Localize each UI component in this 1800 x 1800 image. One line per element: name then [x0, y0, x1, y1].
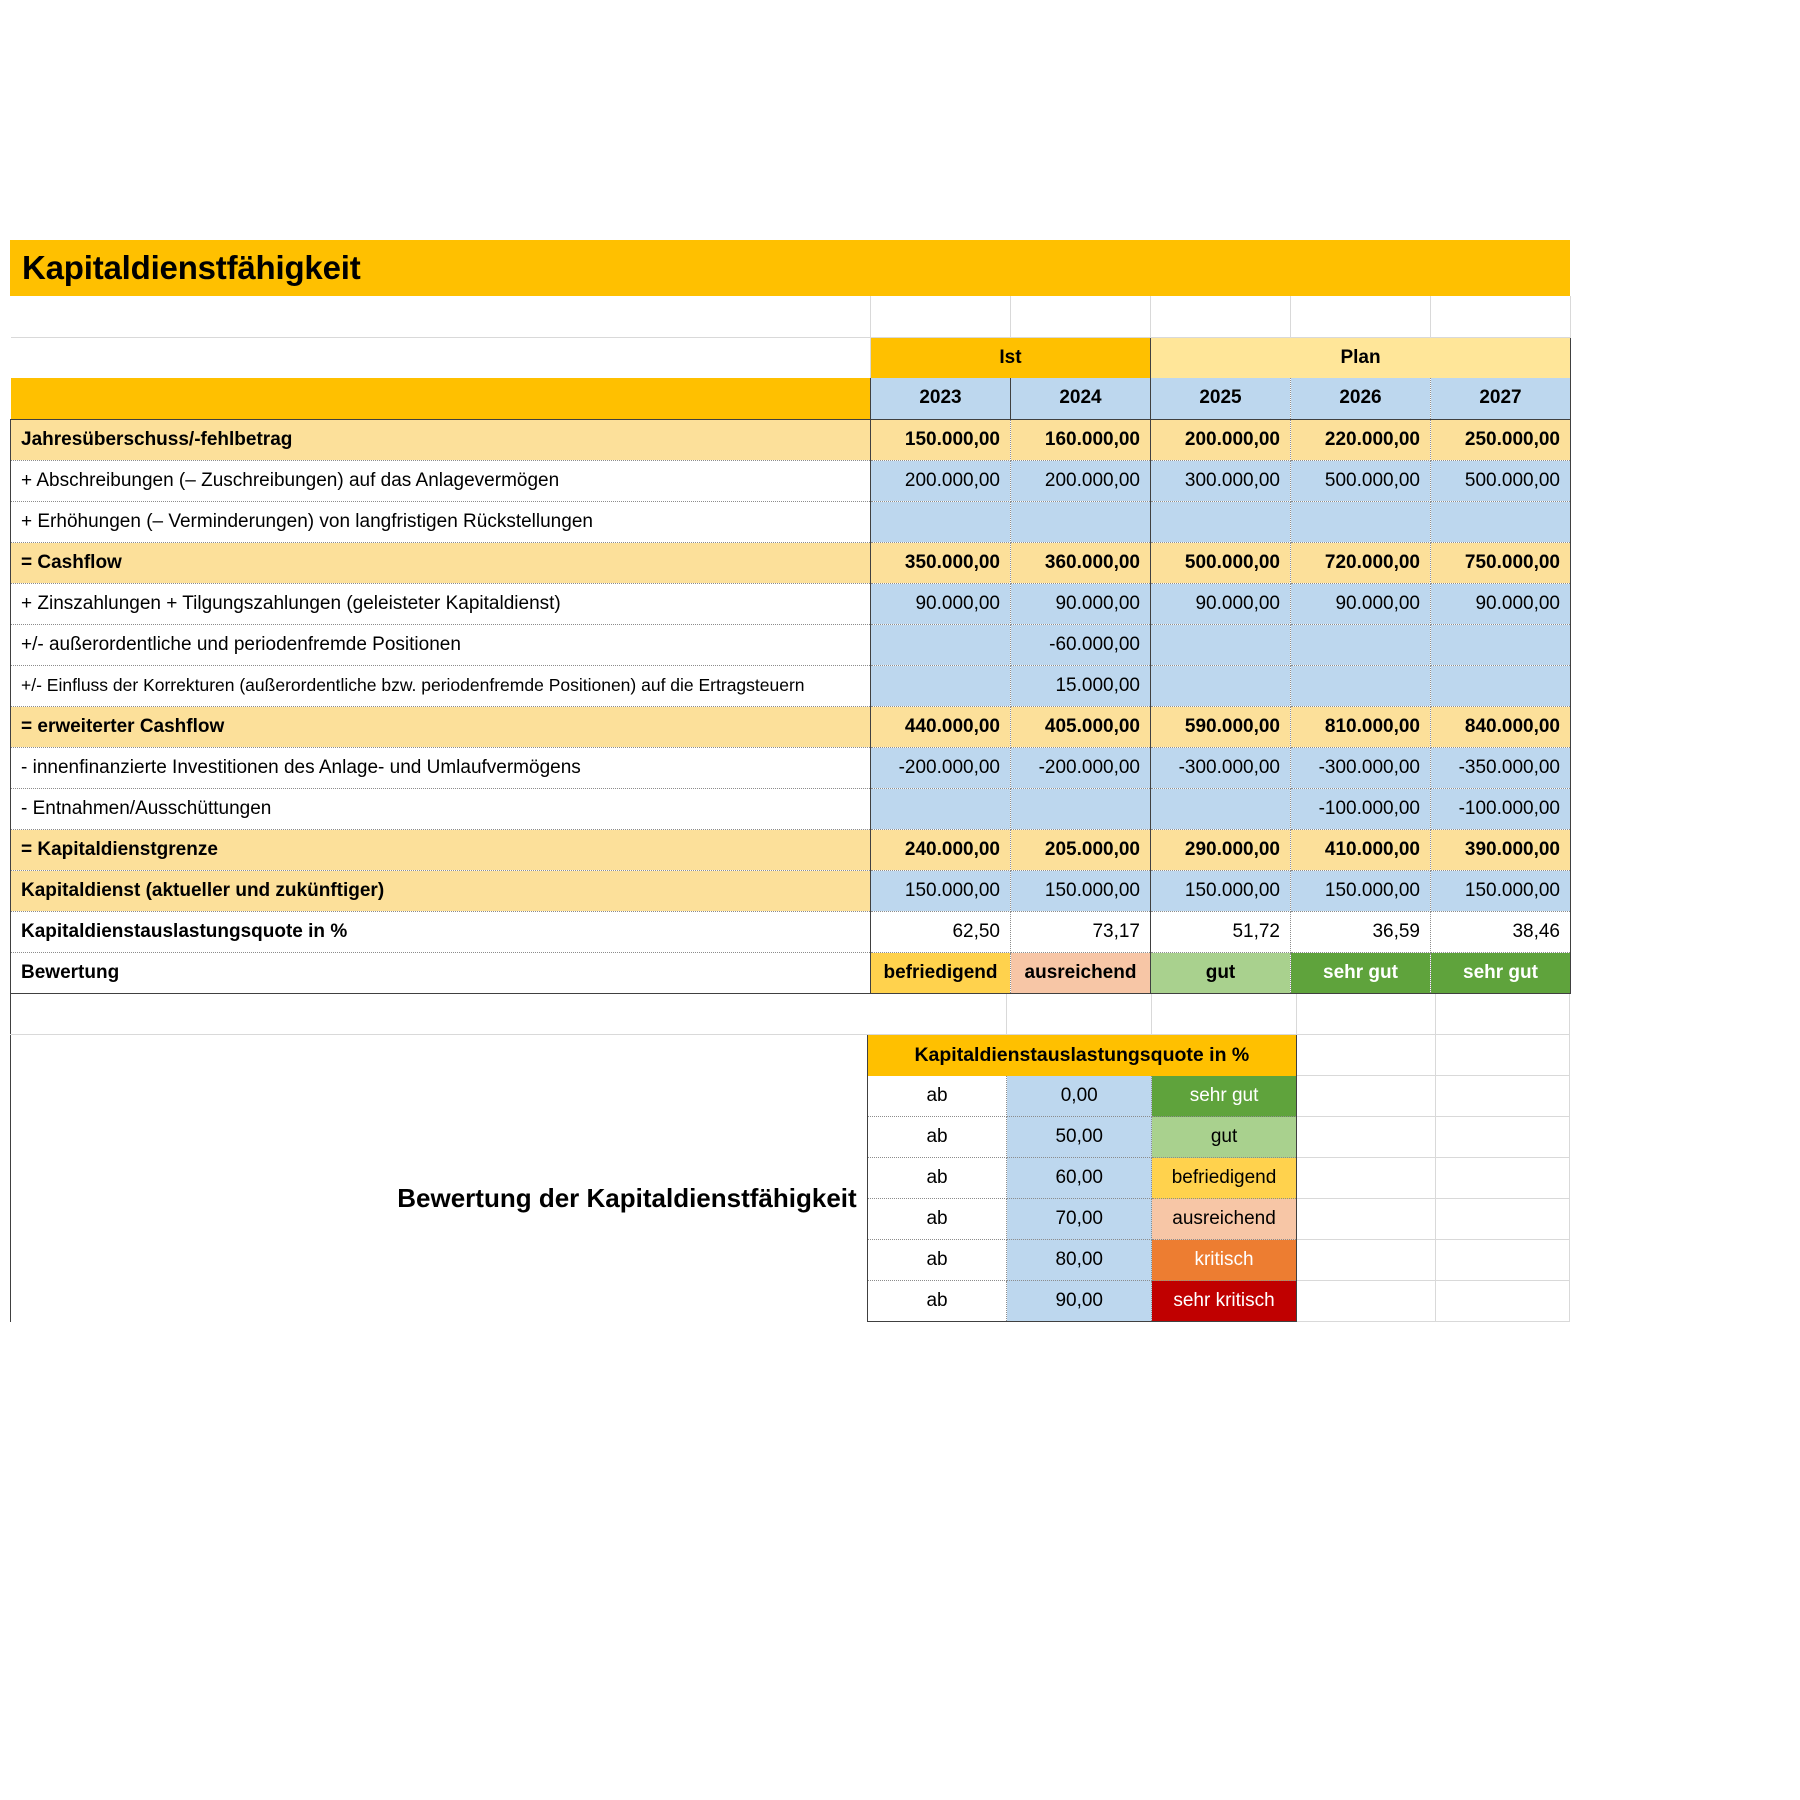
data-cell: 90.000,00	[1151, 583, 1291, 624]
data-cell	[871, 665, 1011, 706]
header-year-row	[11, 378, 1571, 419]
table-row	[11, 870, 1571, 911]
row-label: + Erhöhungen (– Verminderungen) von langfristigen Rückstellungen	[11, 501, 871, 542]
data-cell: 840.000,00	[1431, 706, 1571, 747]
data-cell: 38,46	[1431, 911, 1571, 952]
table-row	[11, 706, 1571, 747]
data-cell: 150.000,00	[871, 870, 1011, 911]
header-year: 2023	[871, 378, 1011, 419]
legend-rating: sehr kritisch	[1152, 1281, 1297, 1322]
blank-cell	[1435, 1240, 1569, 1281]
data-cell: 90.000,00	[871, 583, 1011, 624]
legend-ab: ab	[867, 1281, 1007, 1322]
data-cell	[871, 788, 1011, 829]
data-cell	[1151, 624, 1291, 665]
data-cell: 290.000,00	[1151, 829, 1291, 870]
data-cell: 360.000,00	[1011, 542, 1151, 583]
legend-row	[11, 1076, 1570, 1117]
data-cell	[1011, 788, 1151, 829]
blank-cell	[11, 1035, 868, 1076]
data-cell: -100.000,00	[1291, 788, 1431, 829]
table-row	[11, 911, 1571, 952]
data-cell	[1431, 501, 1571, 542]
blank-cell	[871, 296, 1011, 337]
header-year: 2024	[1011, 378, 1151, 419]
table-row	[11, 419, 1571, 460]
kapitaldienst-table	[10, 296, 1571, 994]
data-cell: 390.000,00	[1431, 829, 1571, 870]
data-cell: -200.000,00	[1011, 747, 1151, 788]
blank-cell	[11, 378, 871, 419]
header-group-row	[11, 337, 1571, 378]
header-year: 2027	[1431, 378, 1571, 419]
header-year: 2025	[1151, 378, 1291, 419]
data-cell: 250.000,00	[1431, 419, 1571, 460]
bewertung-cell: befriedigend	[871, 952, 1011, 993]
blank-cell	[1007, 994, 1152, 1035]
row-label: Kapitaldienstauslastungsquote in %	[11, 911, 871, 952]
data-cell	[1431, 624, 1571, 665]
blank-cell	[1435, 1076, 1569, 1117]
data-cell: 15.000,00	[1011, 665, 1151, 706]
blank-cell	[1435, 1117, 1569, 1158]
data-cell: 410.000,00	[1291, 829, 1431, 870]
header-year: 2026	[1291, 378, 1431, 419]
data-cell: -100.000,00	[1431, 788, 1571, 829]
legend-threshold: 0,00	[1007, 1076, 1152, 1117]
data-cell: -350.000,00	[1431, 747, 1571, 788]
table-row	[11, 501, 1571, 542]
data-cell	[1151, 501, 1291, 542]
blank-cell	[11, 994, 868, 1035]
legend-threshold: 70,00	[1007, 1199, 1152, 1240]
data-cell: 205.000,00	[1011, 829, 1151, 870]
blank-cell	[1011, 296, 1151, 337]
data-cell	[1291, 665, 1431, 706]
blank-cell	[1435, 1281, 1569, 1322]
spreadsheet-sheet	[10, 240, 1570, 1322]
legend-ab: ab	[867, 1158, 1007, 1199]
header-ist: Ist	[871, 337, 1151, 378]
legend-ab: ab	[867, 1240, 1007, 1281]
legend-threshold: 80,00	[1007, 1240, 1152, 1281]
row-label: +/- Einfluss der Korrekturen (außerordentliche bzw. periodenfremde Positionen) auf die Ertragsteuern	[11, 665, 871, 706]
legend-rating: ausreichend	[1152, 1199, 1297, 1240]
data-cell: 51,72	[1151, 911, 1291, 952]
data-cell: 200.000,00	[871, 460, 1011, 501]
data-cell: 350.000,00	[871, 542, 1011, 583]
table-row	[11, 747, 1571, 788]
row-label: Jahresüberschuss/-fehlbetrag	[11, 419, 871, 460]
row-label: = Cashflow	[11, 542, 871, 583]
data-cell: 150.000,00	[1011, 870, 1151, 911]
data-cell: 90.000,00	[1291, 583, 1431, 624]
blank-cell	[1297, 994, 1436, 1035]
blank-cell	[1151, 296, 1291, 337]
data-cell: 500.000,00	[1431, 460, 1571, 501]
data-cell: 200.000,00	[1011, 460, 1151, 501]
data-cell	[1011, 501, 1151, 542]
header-plan: Plan	[1151, 337, 1571, 378]
legend-block	[10, 994, 1570, 1323]
data-cell	[1431, 665, 1571, 706]
blank-cell	[1297, 1158, 1436, 1199]
blank-cell	[867, 994, 1007, 1035]
data-cell: 405.000,00	[1011, 706, 1151, 747]
page-title: Kapitaldienstfähigkeit	[10, 240, 1570, 296]
data-cell	[1151, 788, 1291, 829]
data-cell: 750.000,00	[1431, 542, 1571, 583]
table-row	[11, 665, 1571, 706]
data-cell: 90.000,00	[1431, 583, 1571, 624]
legend-rating: gut	[1152, 1117, 1297, 1158]
blank-cell	[11, 337, 871, 378]
blank-cell	[1435, 1158, 1569, 1199]
bewertung-cell: sehr gut	[1291, 952, 1431, 993]
legend-title: Kapitaldienstauslastungsquote in %	[867, 1035, 1296, 1076]
row-label: - innenfinanzierte Investitionen des Anlage- und Umlaufvermögens	[11, 747, 871, 788]
data-cell: 440.000,00	[871, 706, 1011, 747]
table-row	[11, 829, 1571, 870]
data-cell: 160.000,00	[1011, 419, 1151, 460]
data-cell: 810.000,00	[1291, 706, 1431, 747]
legend-ab: ab	[867, 1117, 1007, 1158]
data-cell: -60.000,00	[1011, 624, 1151, 665]
data-cell: 90.000,00	[1011, 583, 1151, 624]
data-cell: 300.000,00	[1151, 460, 1291, 501]
legend-rating: kritisch	[1152, 1240, 1297, 1281]
table-row	[11, 788, 1571, 829]
legend-threshold: 60,00	[1007, 1158, 1152, 1199]
data-cell: 500.000,00	[1151, 542, 1291, 583]
data-cell	[1291, 501, 1431, 542]
legend-threshold: 90,00	[1007, 1281, 1152, 1322]
data-cell: 500.000,00	[1291, 460, 1431, 501]
blank-cell	[1297, 1117, 1436, 1158]
legend-ab: ab	[867, 1199, 1007, 1240]
table-row	[11, 460, 1571, 501]
data-cell: 720.000,00	[1291, 542, 1431, 583]
rating-legend-table	[10, 994, 1570, 1323]
bewertung-cell: sehr gut	[1431, 952, 1571, 993]
legend-threshold: 50,00	[1007, 1117, 1152, 1158]
blank-cell	[1152, 994, 1297, 1035]
data-cell: 150.000,00	[871, 419, 1011, 460]
data-cell: 36,59	[1291, 911, 1431, 952]
table-row	[11, 542, 1571, 583]
legend-rating: sehr gut	[1152, 1076, 1297, 1117]
legend-title-row	[11, 1035, 1570, 1076]
blank-cell	[1435, 1199, 1569, 1240]
data-cell: 150.000,00	[1151, 870, 1291, 911]
bewertung-row	[11, 952, 1571, 993]
data-cell: 220.000,00	[1291, 419, 1431, 460]
bewertung-cell: gut	[1151, 952, 1291, 993]
data-cell: -300.000,00	[1151, 747, 1291, 788]
data-cell: 150.000,00	[1291, 870, 1431, 911]
data-cell: 590.000,00	[1151, 706, 1291, 747]
data-cell: 200.000,00	[1151, 419, 1291, 460]
data-cell: -200.000,00	[871, 747, 1011, 788]
row-label: +/- außerordentliche und periodenfremde Positionen	[11, 624, 871, 665]
blank-cell	[1435, 994, 1569, 1035]
data-cell	[871, 501, 1011, 542]
blank-cell	[1431, 296, 1571, 337]
blank-cell	[1297, 1035, 1436, 1076]
data-cell: 73,17	[1011, 911, 1151, 952]
legend-spacer-row	[11, 994, 1570, 1035]
blank-cell	[1291, 296, 1431, 337]
blank-cell	[1297, 1076, 1436, 1117]
data-cell	[871, 624, 1011, 665]
legend-rating: befriedigend	[1152, 1158, 1297, 1199]
blank-cell	[11, 296, 871, 337]
data-cell: 150.000,00	[1431, 870, 1571, 911]
bewertung-cell: ausreichend	[1011, 952, 1151, 993]
data-cell	[1291, 624, 1431, 665]
row-label: = Kapitaldienstgrenze	[11, 829, 871, 870]
blank-cell	[1435, 1035, 1569, 1076]
row-label: Kapitaldienst (aktueller und zukünftiger)	[11, 870, 871, 911]
legend-ab: ab	[867, 1076, 1007, 1117]
row-label: + Zinszahlungen + Tilgungszahlungen (geleisteter Kapitaldienst)	[11, 583, 871, 624]
blank-cell	[1297, 1240, 1436, 1281]
data-cell: -300.000,00	[1291, 747, 1431, 788]
legend-side-label: Bewertung der Kapitaldienstfähigkeit	[11, 1076, 868, 1322]
row-label: = erweiterter Cashflow	[11, 706, 871, 747]
row-label: + Abschreibungen (– Zuschreibungen) auf das Anlagevermögen	[11, 460, 871, 501]
table-row	[11, 624, 1571, 665]
blank-cell	[1297, 1281, 1436, 1322]
data-cell: 240.000,00	[871, 829, 1011, 870]
data-cell: 62,50	[871, 911, 1011, 952]
blank-cell	[1297, 1199, 1436, 1240]
data-cell	[1151, 665, 1291, 706]
row-label: Bewertung	[11, 952, 871, 993]
table-row	[11, 583, 1571, 624]
spacer-row	[11, 296, 1571, 337]
row-label: - Entnahmen/Ausschüttungen	[11, 788, 871, 829]
